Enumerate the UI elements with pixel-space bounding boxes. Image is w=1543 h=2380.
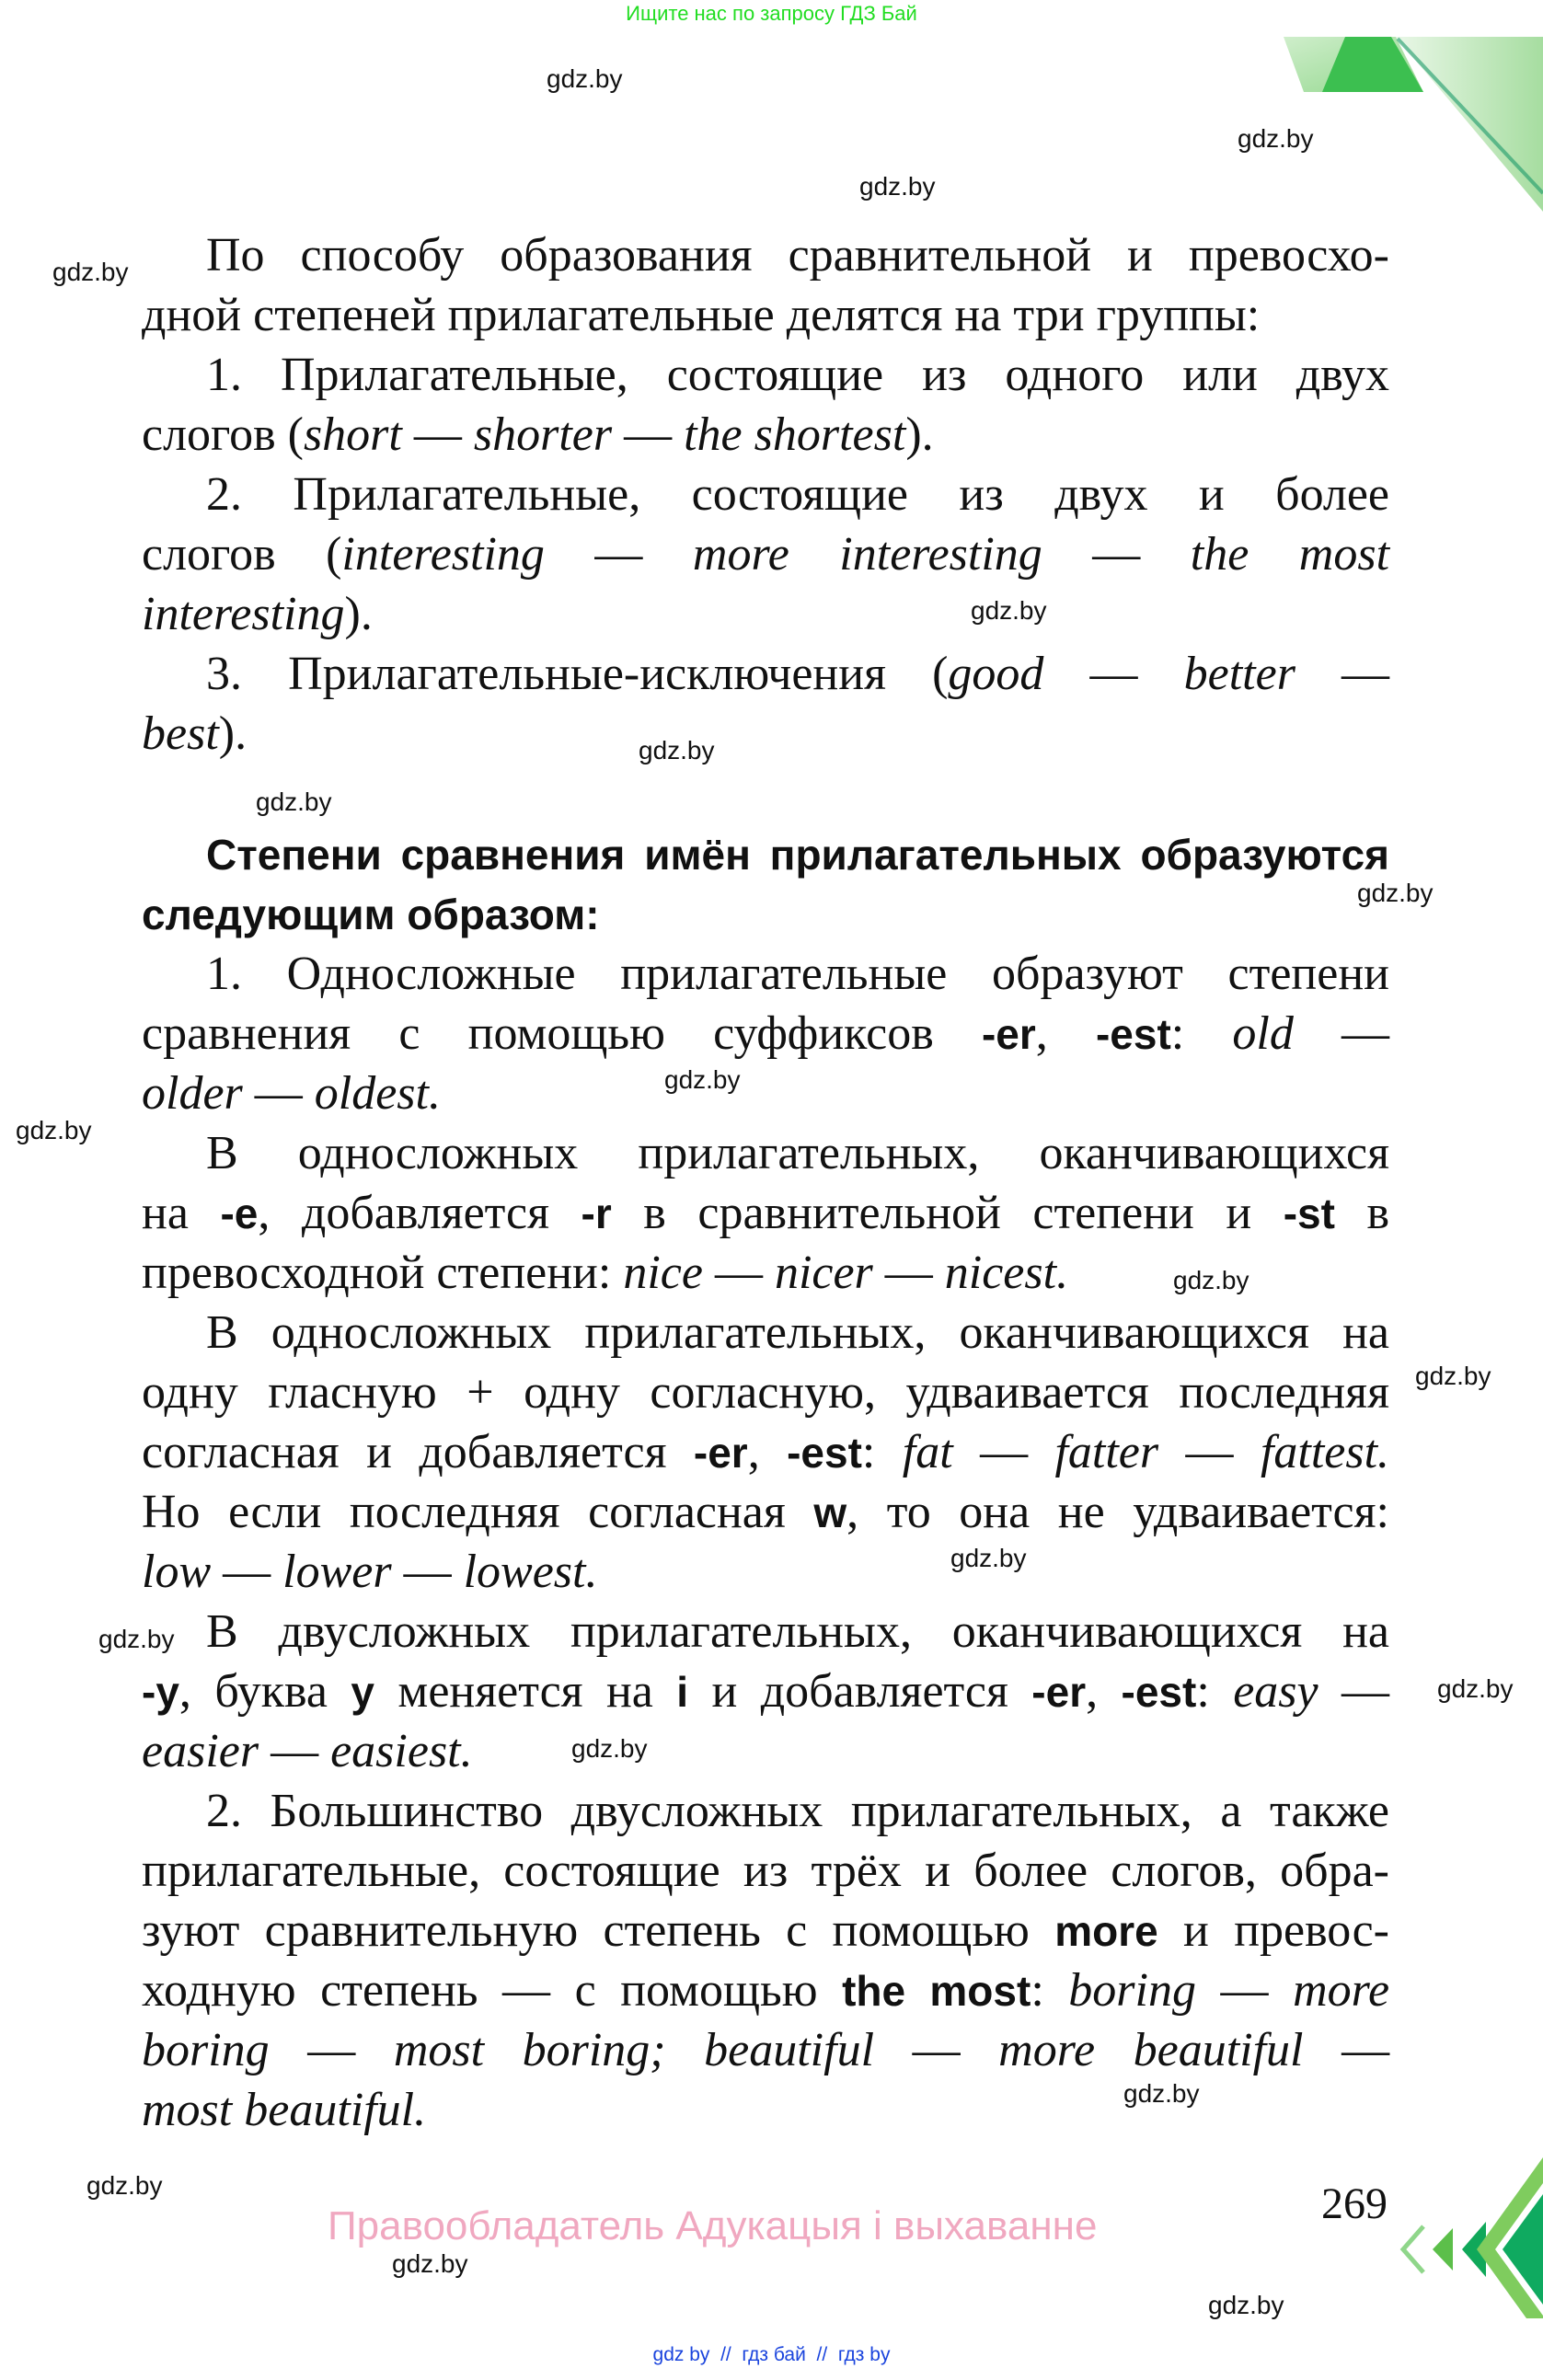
group-1-examples: слогов (short — shorter — the shortest).: [142, 408, 934, 461]
rule-1e-examples: превосходной степени: nice — nicer — nicest.: [142, 1247, 1069, 1299]
rule-2-examples-cont: most beautiful.: [142, 2084, 427, 2136]
page-number: 269: [1321, 2179, 1388, 2228]
footer-separator: //: [720, 2344, 731, 2365]
rule-2-line: 2. Большинство двусложных прилагательных, а также: [206, 1785, 1389, 1837]
rule-1-line: 1. Односложные прилагательные образуют степени: [206, 948, 1389, 1000]
group-1-line: 1. Прилагательные, состоящие из одного или двух: [206, 349, 1389, 401]
watermark: gdz.by: [664, 1065, 741, 1094]
section-heading-cont: следующим образом:: [142, 891, 600, 938]
watermark: gdz.by: [950, 1544, 1027, 1572]
rule-1cvc-exception: Но если последняя согласная w, то она не удваивается:: [142, 1486, 1389, 1538]
rule-1y-line: -y, буква y меняется на i и добавляется -er, -est: easy —: [142, 1665, 1389, 1718]
rule-1cvc-line: одну гласную + одну согласную, удваивается последняя: [142, 1366, 1389, 1419]
copyright-notice: Правообладатель Адукацыя і выхаванне: [328, 2203, 1098, 2248]
search-banner[interactable]: Ищите нас по запросу ГДЗ Бай: [626, 2, 917, 25]
watermark: gdz.by: [1415, 1362, 1491, 1390]
rule-1cvc-line: В односложных прилагательных, оканчивающихся на: [206, 1306, 1389, 1359]
watermark: gdz.by: [571, 1734, 648, 1763]
rule-2-line: прилагательные, состоящие из трёх и более слогов, обра-: [142, 1845, 1389, 1897]
watermark: gdz.by: [392, 2249, 468, 2278]
rule-1cvc-examples: согласная и добавляется -er, -est: fat — fatter — fattest.: [142, 1426, 1390, 1478]
watermark: gdz.by: [98, 1625, 175, 1653]
group-3-line: 3. Прилагательные-исключения (good — better —: [206, 648, 1390, 700]
rule-2-line: зуют сравнительную степень с помощью more и превос-: [142, 1904, 1389, 1957]
green-chevrons-decoration-icon: [1377, 2107, 1543, 2318]
watermark: gdz.by: [859, 172, 936, 201]
watermark: gdz.by: [52, 258, 129, 286]
group-2-line: 2. Прилагательные, состоящие из двух и более: [206, 468, 1389, 521]
watermark: gdz.by: [639, 736, 715, 765]
watermark: gdz.by: [1238, 124, 1314, 153]
group-3-examples-cont: best).: [142, 707, 248, 760]
watermark: gdz.by: [86, 2171, 163, 2200]
watermark: gdz.by: [971, 596, 1047, 625]
textbook-body: [142, 225, 1389, 764]
section-heading: Степени сравнения имён прилагательных образуются: [206, 831, 1389, 879]
watermark: gdz.by: [1208, 2291, 1284, 2319]
footer-link-gdz-bai[interactable]: гдз бай: [742, 2344, 806, 2365]
watermark: gdz.by: [1357, 879, 1434, 907]
footer-links: [0, 2344, 1543, 2366]
rule-1-examples: older — oldest.: [142, 1067, 441, 1120]
group-2-examples: слогов (interesting — more interesting — the most: [142, 528, 1390, 581]
watermark: gdz.by: [547, 64, 623, 93]
rule-2-line: ходную степень — с помощью the most: boring — more: [142, 1964, 1390, 2017]
group-2-examples-cont: interesting).: [142, 588, 373, 640]
rule-1y-line: В двусложных прилагательных, оканчивающихся на: [206, 1605, 1389, 1658]
rule-1-line: сравнения с помощью суффиксов -er, -est: old —: [142, 1007, 1390, 1060]
footer-link-gdz-by-cyr[interactable]: гдз by: [837, 2344, 891, 2365]
rule-1e-line: на -e, добавляется -r в сравнительной степени и -st в: [142, 1187, 1389, 1239]
footer-link-gdz-by[interactable]: gdz by: [652, 2344, 710, 2365]
watermark: gdz.by: [1123, 2079, 1200, 2108]
rule-2-examples: boring — most boring; beautiful — more beautiful —: [142, 2024, 1390, 2076]
rule-1cvc-exception-examples: low — lower — lowest.: [142, 1546, 598, 1598]
rule-1y-examples: easier — easiest.: [142, 1725, 473, 1777]
rules-section: [142, 824, 1389, 2140]
watermark: gdz.by: [1173, 1266, 1249, 1294]
paragraph-line: По способу образования сравнительной и превосхо-: [206, 229, 1389, 282]
watermark: gdz.by: [256, 788, 332, 816]
footer-separator: //: [816, 2344, 828, 2365]
watermark: gdz.by: [16, 1116, 92, 1144]
rule-1e-line: В односложных прилагательных, оканчивающихся: [206, 1127, 1389, 1179]
watermark: gdz.by: [1437, 1674, 1514, 1703]
paragraph-line: дной степеней прилагательные делятся на три группы:: [142, 289, 1261, 341]
